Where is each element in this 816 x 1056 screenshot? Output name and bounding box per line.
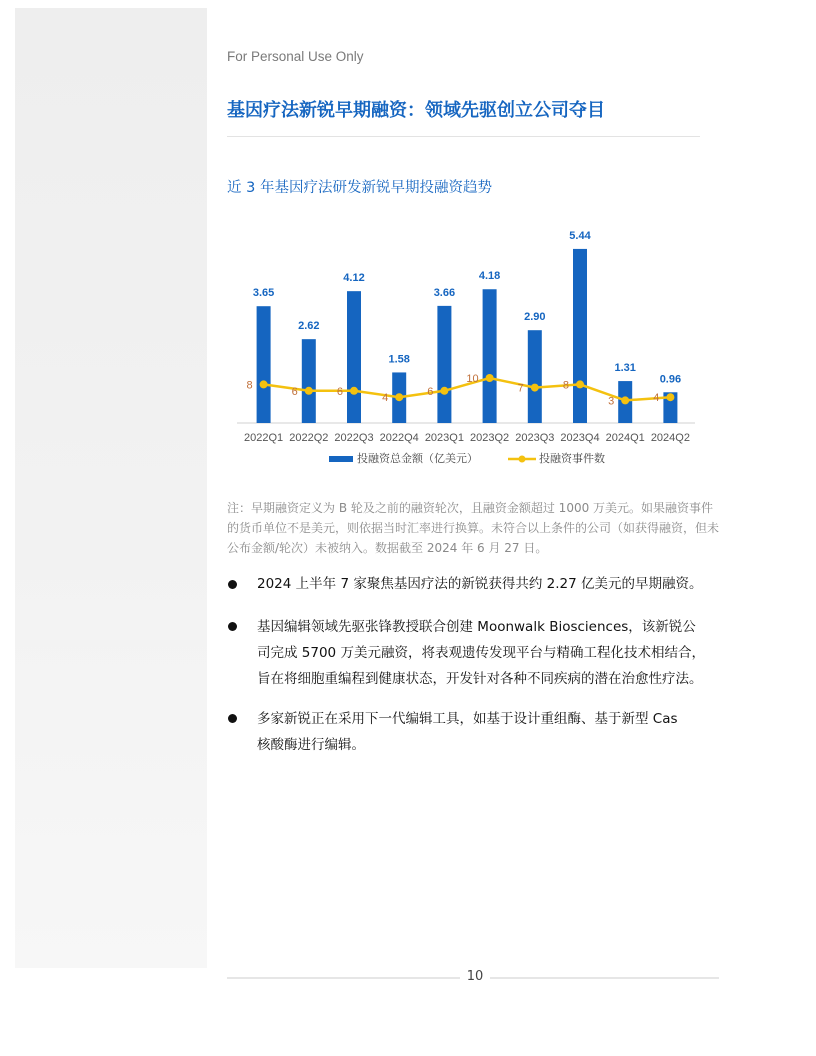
event-point — [440, 387, 448, 395]
bar-value-label: 3.65 — [252, 287, 275, 300]
x-tick-label: 2024Q1 — [605, 432, 645, 444]
bar-value-label: 2.90 — [524, 311, 546, 324]
bar — [528, 330, 542, 423]
chart-title: 近 3 年基因疗法研发新锐早期投融资趋势 — [227, 180, 492, 196]
bar — [483, 289, 497, 423]
bar-value-label: 3.66 — [433, 286, 456, 299]
bar — [302, 339, 316, 423]
bullet-item — [227, 706, 678, 758]
side-decor-band — [15, 8, 207, 968]
bar — [257, 306, 271, 423]
event-point — [486, 374, 494, 382]
page-number: 10 — [466, 969, 484, 984]
page-title: 基因疗法新锐早期融资：领域先驱创立公司夺目 — [227, 100, 605, 121]
x-tick-label: 2023Q1 — [424, 432, 464, 444]
event-point — [621, 396, 629, 404]
event-value-label: 8 — [562, 379, 569, 392]
bullet-dot-icon — [228, 714, 237, 723]
bar-value-label: 2.62 — [298, 320, 320, 333]
x-tick-label: 2022Q1 — [244, 432, 284, 444]
event-value-label: 6 — [427, 385, 434, 398]
event-value-label: 3 — [608, 395, 615, 408]
bullet-line: 司完成 5700 万美元融资，将表观遗传发现平台与精确工程化技术相结合， — [257, 645, 705, 661]
event-point — [350, 387, 358, 395]
event-point — [531, 384, 539, 392]
event-value-label: 7 — [517, 382, 524, 395]
event-value-label: 6 — [336, 385, 343, 398]
x-tick-label: 2022Q2 — [289, 432, 329, 444]
bullet-line: 多家新锐正在采用下一代编辑工具，如基于设计重组酶、基于新型 Cas — [257, 711, 678, 727]
bar-value-label: 4.18 — [478, 270, 501, 283]
bar-value-label: 5.44 — [569, 229, 591, 242]
x-tick-label: 2023Q4 — [560, 432, 600, 444]
legend-bar-swatch — [329, 456, 353, 462]
bar-value-label: 1.31 — [614, 362, 636, 375]
watermark-text: For Personal Use Only — [227, 49, 364, 64]
event-point — [305, 387, 313, 395]
funding-chart — [227, 220, 707, 470]
event-point — [666, 393, 674, 401]
x-tick-label: 2022Q4 — [379, 432, 419, 444]
event-value-label: 8 — [246, 379, 253, 392]
footer-rule-left — [227, 977, 460, 979]
legend-line-marker — [519, 456, 526, 463]
bullet-item — [227, 572, 702, 596]
x-tick-label: 2023Q3 — [515, 432, 555, 444]
bullet-dot-icon — [228, 580, 237, 589]
x-tick-label: 2024Q2 — [650, 432, 690, 444]
event-value-label: 10 — [466, 373, 479, 385]
bar — [437, 306, 451, 423]
bar-value-label: 1.58 — [388, 353, 410, 366]
x-tick-label: 2023Q2 — [470, 432, 510, 444]
bullet-line: 2024 上半年 7 家聚焦基因疗法的新锐获得共约 2.27 亿美元的早期融资。 — [257, 576, 703, 592]
title-divider — [227, 136, 700, 137]
bullet-item — [227, 614, 705, 692]
bullet-line: 旨在将细胞重编程到健康状态，开发针对各种不同疾病的潜在治愈性疗法。 — [257, 671, 703, 687]
event-value-label: 6 — [291, 385, 298, 398]
event-point — [395, 393, 403, 401]
event-value-label: 4 — [653, 392, 660, 405]
event-value-label: 4 — [382, 392, 389, 405]
event-point — [260, 380, 268, 388]
bar — [347, 291, 361, 423]
event-point — [576, 380, 584, 388]
chart-note: 注：早期融资定义为 B 轮及之前的融资轮次，且融资金额超过 1000 万美元。如果融资事件的货币单位不是美元，则依据当时汇率进行换算。未符合以上条件的公司（如获得融资，但未公布金额/轮次）未被纳入。数据截至 2024 年 6 月 27 日。 — [227, 501, 720, 555]
legend-bar-label: 投融资总金额（亿美元） — [357, 452, 478, 465]
footer-rule-right — [490, 977, 719, 979]
bar-value-label: 0.96 — [659, 373, 682, 386]
bullet-line: 基因编辑领域先驱张锋教授联合创建 Moonwalk Biosciences，该新锐公 — [257, 619, 696, 635]
bar-value-label: 4.12 — [343, 272, 365, 285]
bullet-dot-icon — [228, 622, 237, 631]
x-tick-label: 2022Q3 — [334, 432, 374, 444]
bar — [573, 249, 587, 423]
bullet-line: 核酸酶进行编辑。 — [257, 737, 365, 753]
legend-line-label: 投融资事件数 — [539, 452, 605, 465]
